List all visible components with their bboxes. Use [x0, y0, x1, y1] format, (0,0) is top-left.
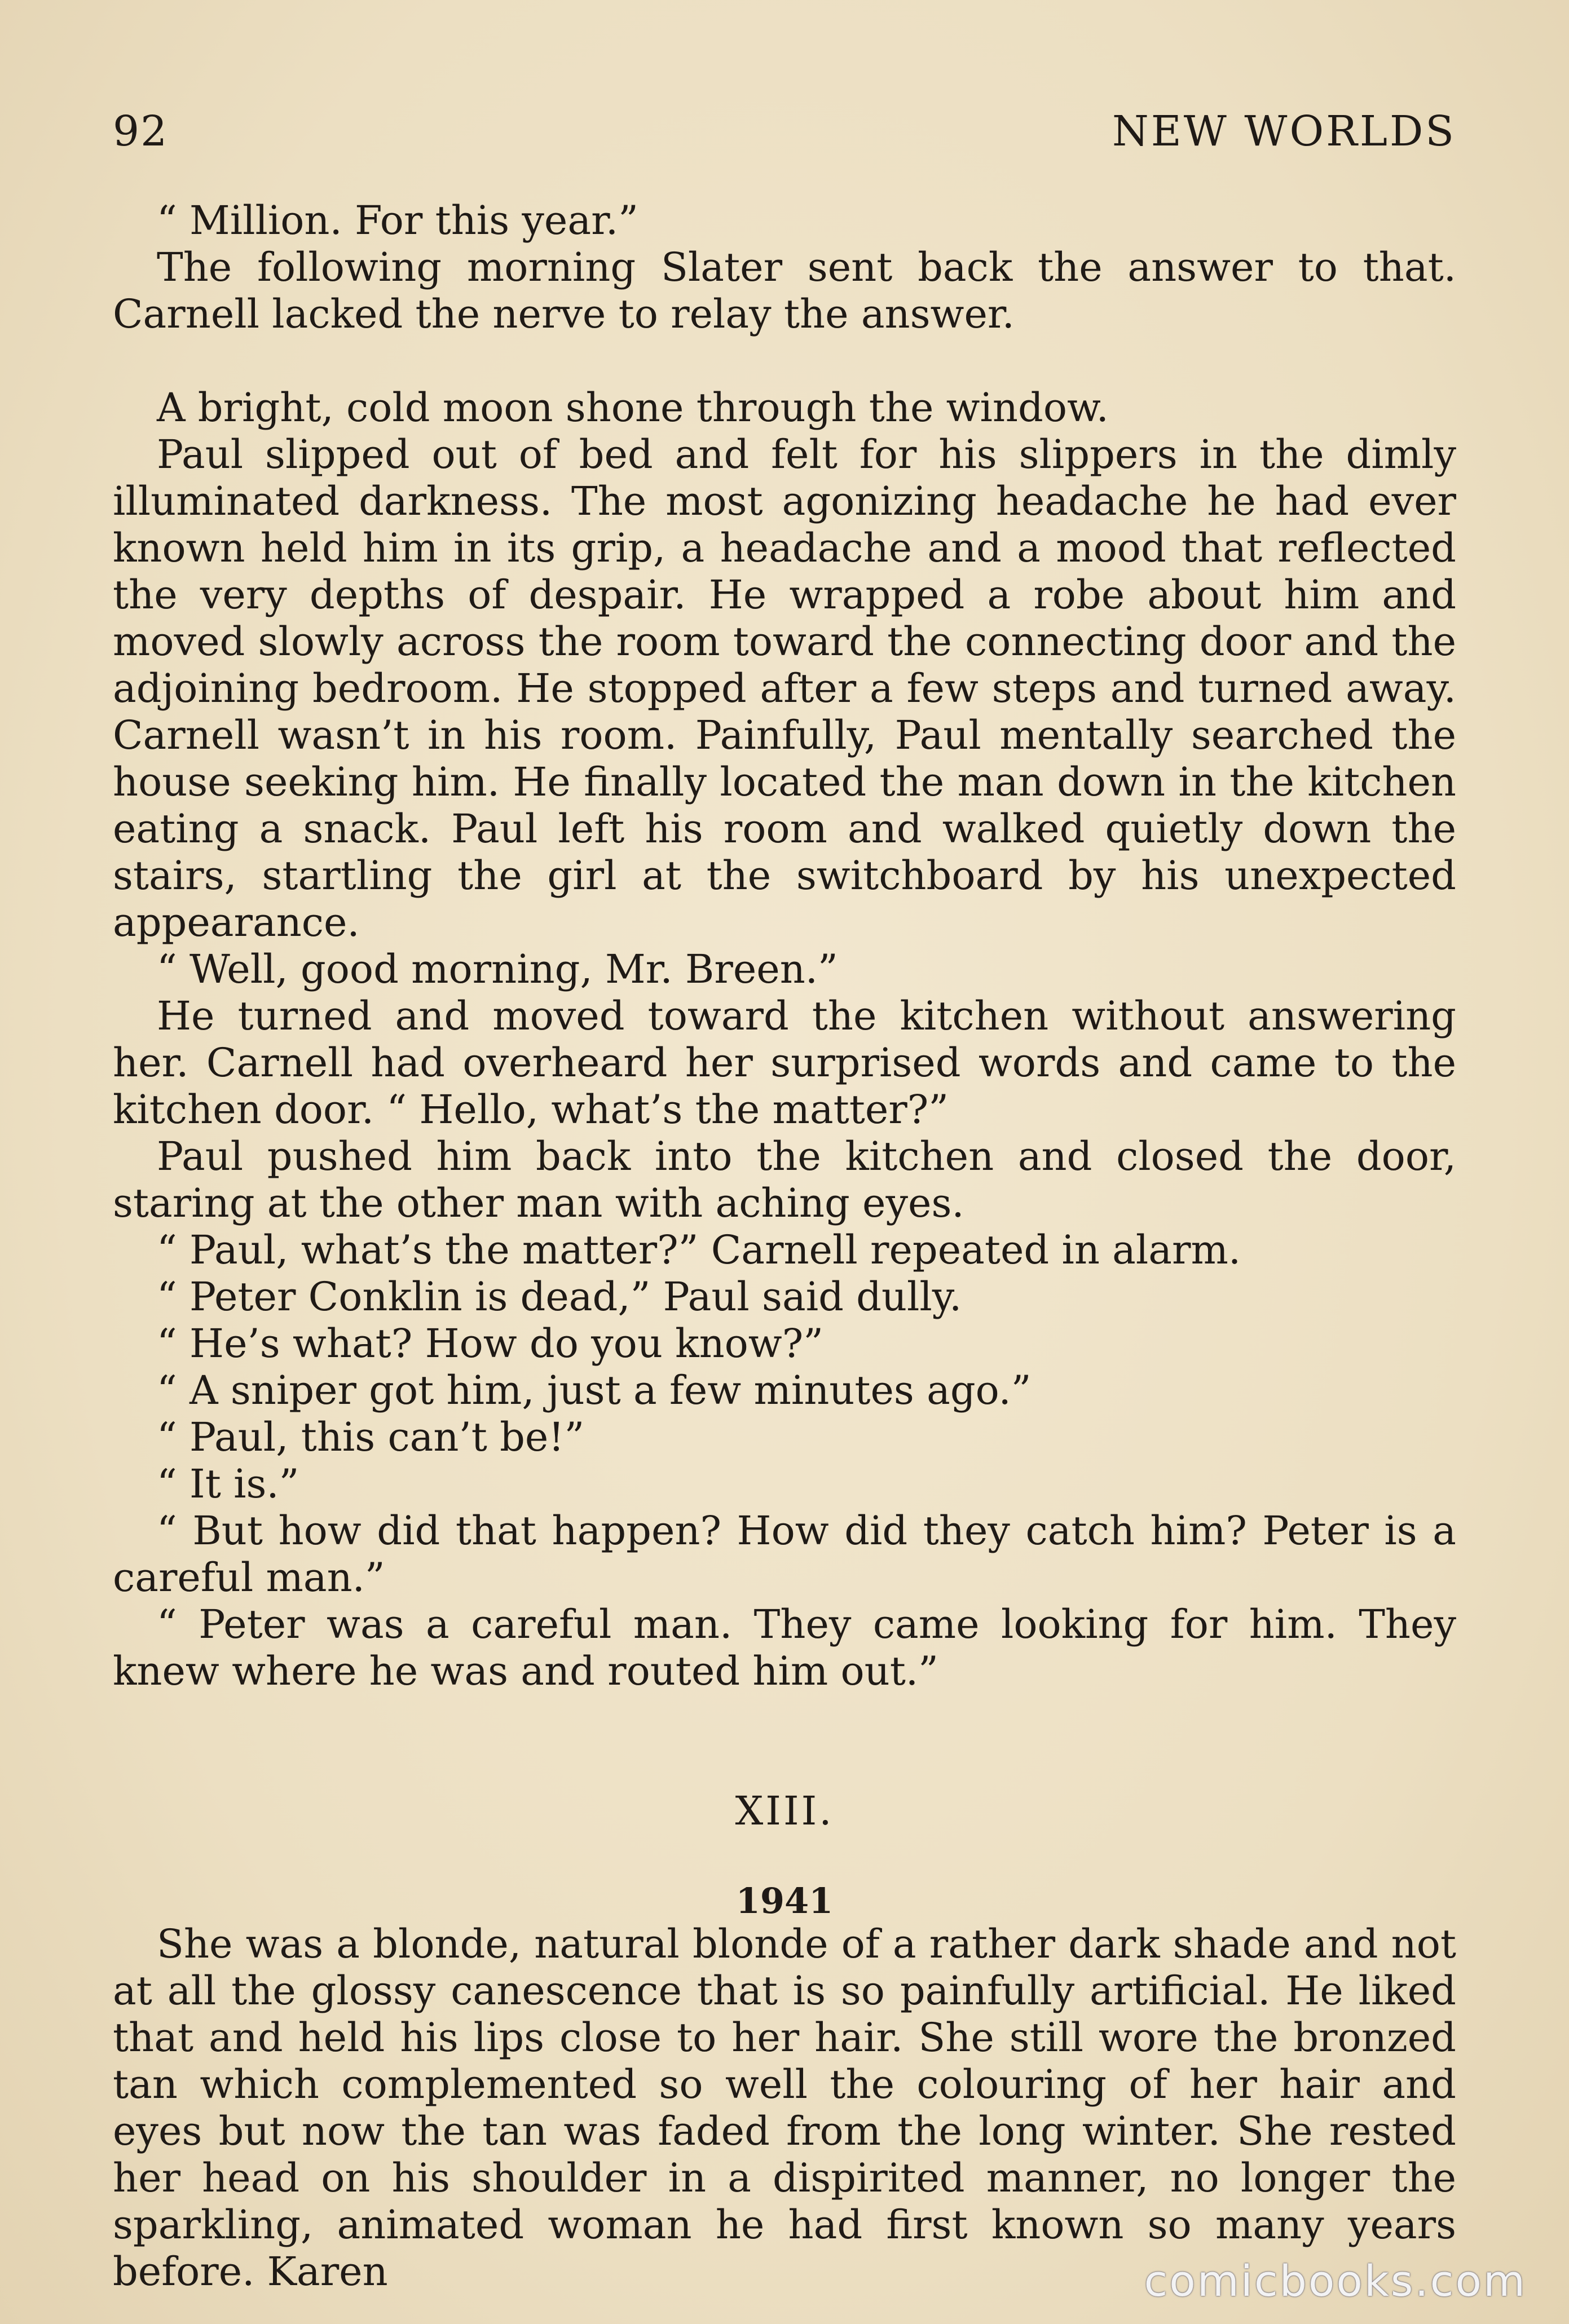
- paragraph: “ Peter Conklin is dead,” Paul said dully.: [157, 1274, 962, 1320]
- running-head: NEW WORLDS: [1112, 107, 1456, 156]
- page-number: 92: [113, 107, 169, 156]
- chapter-number: XIII.: [735, 1788, 834, 1834]
- scene-break: [113, 338, 1456, 385]
- paragraph: “ But how did that happen? How did they catch him? Peter is a careful man.”: [113, 1508, 1456, 1601]
- paragraph: “ Paul, what’s the matter?” Carnell repeated in alarm.: [157, 1227, 1241, 1273]
- paragraph: “ He’s what? How do you know?”: [157, 1320, 824, 1367]
- paragraph: Paul pushed him back into the kitchen and closed the door, staring at the other man with aching eyes.: [113, 1133, 1456, 1226]
- paragraph: “ It is.”: [157, 1461, 299, 1507]
- paragraph: “ Million. For this year.”: [157, 197, 638, 244]
- paragraph: “ Well, good morning, Mr. Breen.”: [157, 946, 838, 992]
- paragraph: She was a blonde, natural blonde of a rather dark shade and not at all the glossy canescence that is so painfully artificial. He liked that and held his lips close to her hair. She still wore the bronzed tan which complemented so well the colouring of her hair and eyes but now the tan was faded from the long winter. She rested her head on his shoulder in a dispirited manner, no longer the sparkling, animated woman he had first known so many years before. Karen: [113, 1921, 1456, 2295]
- paragraph: “ Paul, this can’t be!”: [157, 1414, 585, 1460]
- chapter-spacer: [113, 1835, 1456, 1881]
- paragraph: The following morning Slater sent back the answer to that. Carnell lacked the nerve to relay the answer.: [113, 244, 1456, 337]
- paragraph: A bright, cold moon shone through the window.: [157, 385, 1109, 431]
- paragraph: “ A sniper got him, just a few minutes ago.”: [157, 1367, 1032, 1413]
- site-watermark: comicbooks.com: [1144, 2256, 1527, 2306]
- page-header: [113, 107, 1456, 158]
- chapter-spacer: [113, 1695, 1456, 1788]
- chapter-year: 1941: [735, 1880, 834, 1921]
- body-text: [113, 197, 1456, 2295]
- paragraph: “ Peter was a careful man. They came looking for him. They knew where he was and routed him out.”: [113, 1601, 1456, 1694]
- paragraph: Paul slipped out of bed and felt for his slippers in the dimly illuminated darkness. The most agonizing headache he had ever known held him in its grip, a headache and a mood that reflected the very depths of despair. He wrapped a robe about him and moved slowly across the room toward the connecting door and the adjoining bedroom. He stopped after a few steps and turned away. Carnell wasn’t in his room. Painfully, Paul mentally searched the house seeking him. He finally located the man down in the kitchen eating a snack. Paul left his room and walked quietly down the stairs, startling the girl at the switchboard by his unexpected appearance.: [113, 431, 1456, 945]
- paragraph: He turned and moved toward the kitchen without answering her. Carnell had overheard her surprised words and came to the kitchen door. “ Hello, what’s the matter?”: [113, 993, 1456, 1133]
